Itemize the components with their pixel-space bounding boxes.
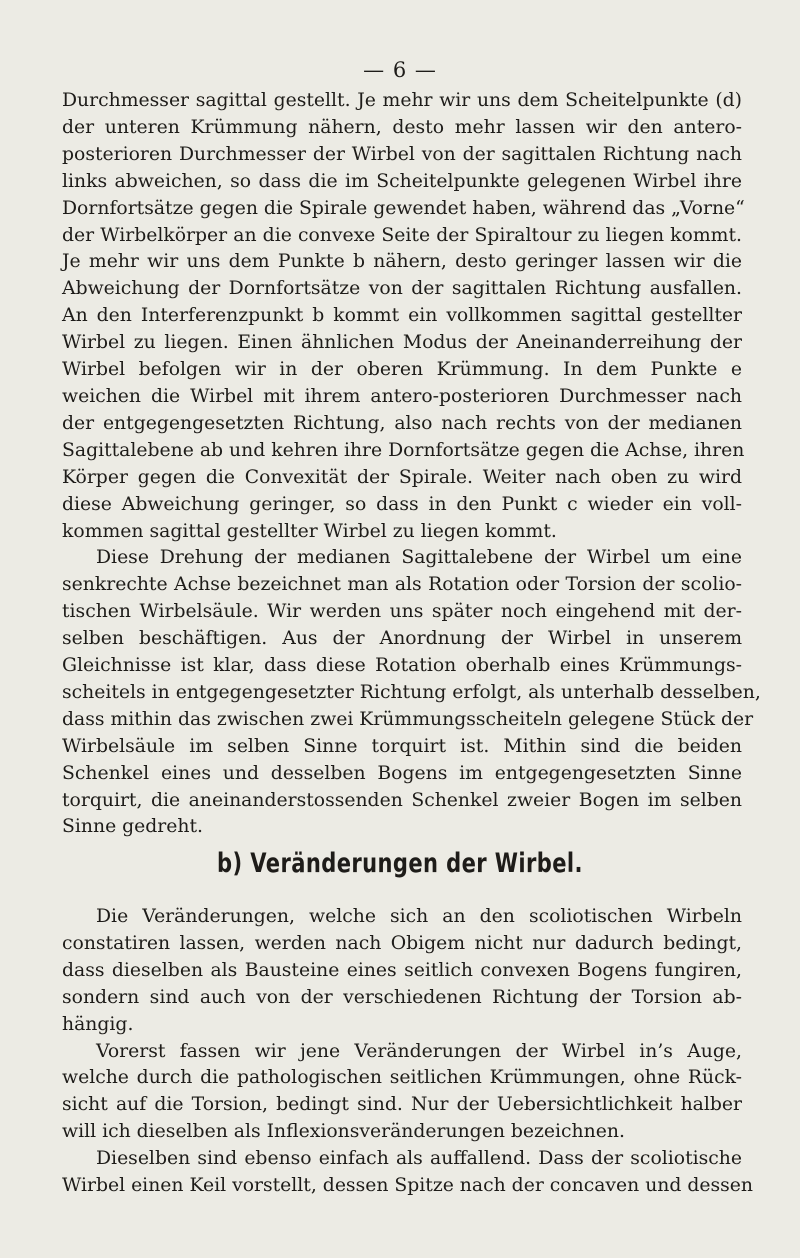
- text-line: Abweichung der Dornfortsätze von der sagittalen Richtung ausfallen.: [62, 278, 742, 300]
- text-line: Durchmesser sagittal gestellt. Je mehr wir uns dem Scheitelpunkte (d): [62, 90, 742, 111]
- text-line: diese Abweichung geringer, so dass in den Punkt c wieder ein voll-: [62, 493, 742, 515]
- text-line: Wirbel befolgen wir in der oberen Krümmung. In dem Punkte e: [62, 359, 742, 381]
- text-line: Wirbel einen Keil vorstellt, dessen Spitze nach der concaven und dessen: [62, 1175, 754, 1197]
- text-line: sondern sind auch von der verschiedenen Richtung der Torsion ab-: [62, 986, 742, 1008]
- text-line: Wirbel zu liegen. Einen ähnlichen Modus der Aneinanderreihung der: [62, 332, 742, 354]
- text-line: Diese Drehung der medianen Sagittalebene der Wirbel um eine: [96, 547, 742, 569]
- text-line: Sagittalebene ab und kehren ihre Dornfortsätze gegen die Achse, ihren: [62, 439, 745, 461]
- body-text-bottom: [62, 904, 754, 1200]
- text-line: posterioren Durchmesser der Wirbel von der sagittalen Richtung nach: [62, 143, 742, 165]
- text-line: scheitels in entgegengesetzter Richtung erfolgt, als unterhalb desselben,: [62, 681, 761, 703]
- text-line: der Wirbelkörper an die convexe Seite der Spiraltour zu liegen kommt.: [62, 224, 742, 246]
- text-line: Vorerst fassen wir jene Veränderungen der Wirbel in’s Auge,: [96, 1040, 742, 1062]
- text-line: dass mithin das zwischen zwei Krümmungsscheiteln gelegene Stück der: [62, 708, 754, 730]
- paragraph: [62, 545, 761, 841]
- text-line: Dieselben sind ebenso einfach als auffallend. Dass der scoliotische: [96, 1148, 742, 1170]
- text-line: selben beschäftigen. Aus der Anordnung der Wirbel in unserem: [62, 628, 742, 650]
- text-line: constatiren lassen, werden nach Obigem nicht nur dadurch bedingt,: [62, 932, 742, 954]
- text-line: der entgegengesetzten Richtung, also nach rechts von der medianen: [62, 412, 742, 434]
- text-line: will ich dieselben als Inflexionsveränderungen bezeichnen.: [62, 1121, 625, 1143]
- text-line: kommen sagittal gestellter Wirbel zu liegen kommt.: [62, 520, 557, 542]
- text-line: dass dieselben als Bausteine eines seitlich convexen Bogens fungiren,: [62, 959, 742, 981]
- paragraph: [62, 1146, 754, 1200]
- page-number: — 6 —: [363, 58, 437, 82]
- text-line: der unteren Krümmung nähern, desto mehr lassen wir den antero-: [62, 116, 742, 138]
- text-line: An den Interferenzpunkt b kommt ein vollkommen sagittal gestellter: [62, 305, 742, 327]
- paragraph: [62, 904, 742, 1039]
- text-line: weichen die Wirbel mit ihrem antero-posterioren Durchmesser nach: [62, 385, 742, 407]
- text-line: Sinne gedreht.: [62, 816, 204, 838]
- text-line: senkrechte Achse bezeichnet man als Rotation oder Torsion der scolio-: [62, 574, 742, 596]
- body-text-top: [62, 88, 761, 841]
- text-line: Körper gegen die Convexität der Spirale. Weiter nach oben zu wird: [62, 466, 742, 488]
- text-line: Je mehr wir uns dem Punkte b nähern, desto geringer lassen wir die: [62, 251, 742, 273]
- text-line: sicht auf die Torsion, bedingt sind. Nur der Uebersichtlichkeit halber: [62, 1094, 742, 1116]
- section-heading: b) Veränderungen der Wirbel.: [217, 848, 583, 879]
- text-line: Die Veränderungen, welche sich an den scoliotischen Wirbeln: [96, 906, 742, 927]
- paragraph: [62, 88, 745, 545]
- text-line: Wirbelsäule im selben Sinne torquirt ist. Mithin sind die beiden: [62, 735, 742, 757]
- text-line: Dornfortsätze gegen die Spirale gewendet haben, während das „Vorne“: [62, 197, 745, 219]
- text-line: links abweichen, so dass die im Scheitelpunkte gelegenen Wirbel ihre: [62, 170, 742, 192]
- text-line: hängig.: [62, 1013, 134, 1035]
- paragraph: [62, 1039, 742, 1147]
- text-line: torquirt, die aneinanderstossenden Schenkel zweier Bogen im selben: [62, 789, 742, 811]
- text-line: tischen Wirbelsäule. Wir werden uns später noch eingehend mit der-: [62, 601, 742, 623]
- text-line: Schenkel eines und desselben Bogens im entgegengesetzten Sinne: [62, 762, 742, 784]
- text-line: Gleichnisse ist klar, dass diese Rotation oberhalb eines Krümmungs-: [62, 655, 742, 677]
- text-line: welche durch die pathologischen seitlichen Krümmungen, ohne Rück-: [62, 1067, 742, 1089]
